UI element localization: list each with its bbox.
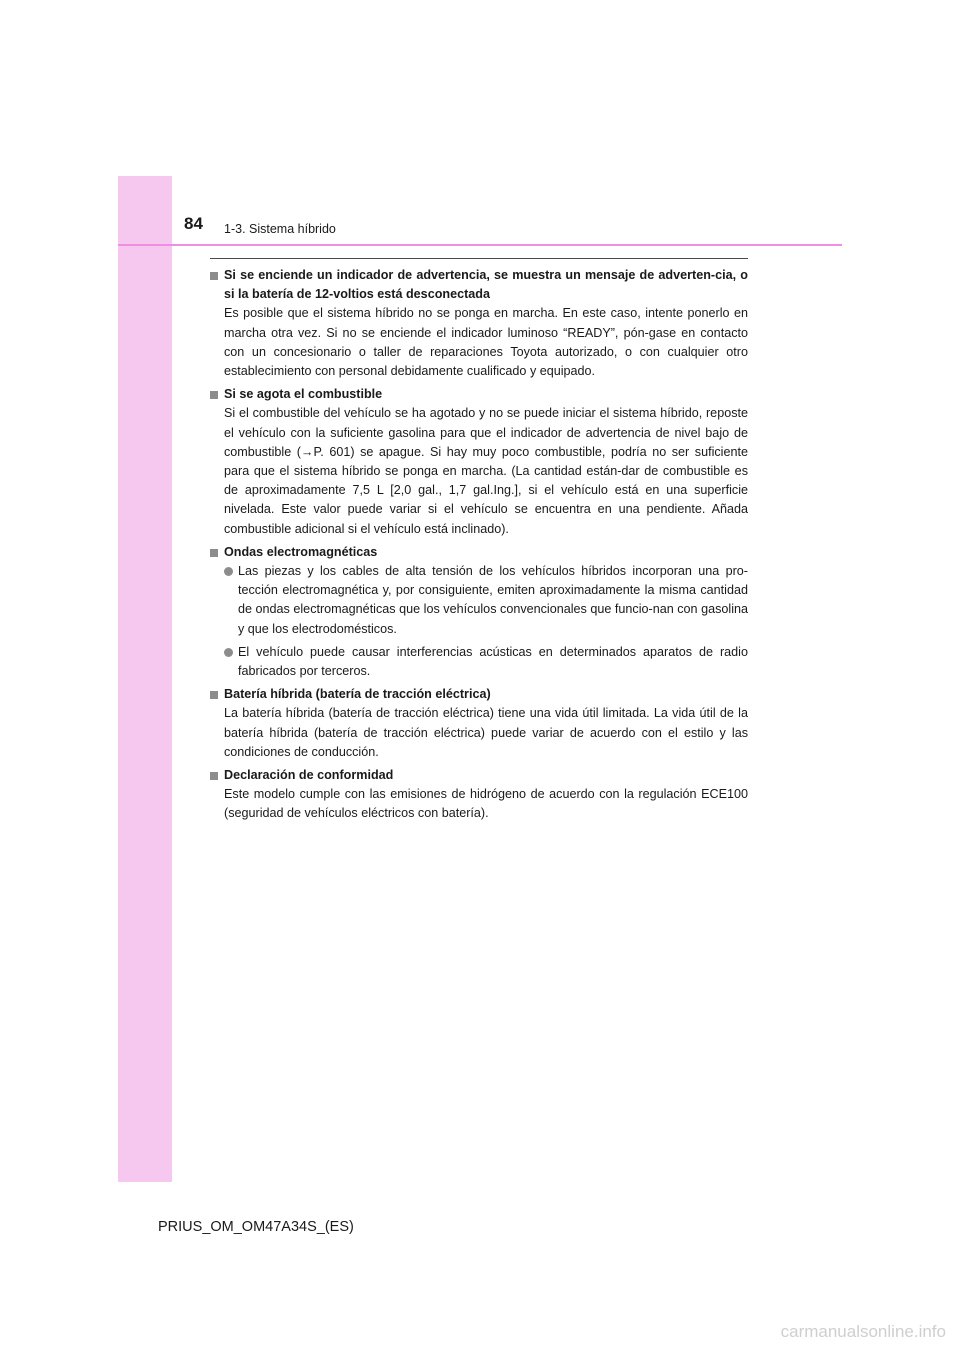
heading-text: Si se agota el combustible [224,387,383,402]
section-heading [210,685,748,704]
section-declaration-conformity [210,766,748,824]
list-item [210,562,748,639]
square-bullet-icon [210,772,218,780]
section-warning-indicator [210,266,748,381]
list-item-text: Las piezas y los cables de alta tensión de los vehículos híbridos incorporan una pro-tección electromagnética y, por consiguiente, emiten aproximadamente la misma cantidad de ondas electromagnéticas que los vehículos convencionales que funcio-nan con gasolina y que los electrodomésticos. [238,564,748,636]
section-body: Si el combustible del vehículo se ha agotado y no se puede iniciar el sistema híbrido, reposte el vehículo con la suficiente gasolina para que el indicador de advertencia de nivel bajo de combustible (→P. 601) se apague. Si hay muy poco combustible, podría no ser suficiente para que el sistema híbrido se ponga en marcha. (La cantidad están-dar de combustible es de aproximadamente 7,5 L [2,0 gal., 1,7 gal.Ing.], si el vehículo está en una superficie nivelada. Este valor puede variar si el vehículo se encuentra en una pendiente. Añada combustible adicional si el vehículo está inclinado). [224,406,748,536]
heading-text: Declaración de conformidad [224,768,394,783]
content-area [210,266,748,828]
square-bullet-icon [210,391,218,399]
section-body: Este modelo cumple con las emisiones de hidrógeno de acuerdo con la regulación ECE100 (seguridad de vehículos eléctricos con batería). [224,787,748,821]
heading-text: Si se enciende un indicador de advertencia, se muestra un mensaje de adverten-cia, o si la batería de 12-voltios está desconectada [224,268,748,302]
heading-text: Batería híbrida (batería de tracción eléctrica) [224,687,491,702]
section-electromagnetic-waves [210,543,748,681]
circle-bullet-icon [224,648,233,657]
circle-bullet-icon [224,567,233,576]
square-bullet-icon [210,272,218,280]
section-heading [210,766,748,785]
section-heading [210,543,748,562]
document-code: PRIUS_OM_OM47A34S_(ES) [158,1219,354,1235]
list-item [210,643,748,681]
section-heading [210,385,748,404]
section-title: 1-3. Sistema híbrido [224,222,336,236]
content-top-rule [210,258,748,259]
square-bullet-icon [210,549,218,557]
section-hybrid-battery [210,685,748,762]
section-heading [210,266,748,304]
page-number: 84 [184,214,203,233]
section-fuel-empty [210,385,748,539]
side-tab-band [118,176,172,1182]
header-rule [118,244,842,246]
list-item-text: El vehículo puede causar interferencias acústicas en determinados aparatos de radio fabricados por terceros. [238,644,748,679]
watermark: carmanualsonline.info [780,1322,946,1341]
heading-text: Ondas electromagnéticas [224,544,378,559]
section-body: La batería híbrida (batería de tracción eléctrica) tiene una vida útil limitada. La vida útil de la batería híbrida (batería de tracción eléctrica) puede variar de acuerdo con el estilo y las condiciones de conducción. [224,706,748,759]
square-bullet-icon [210,691,218,699]
section-body: Es posible que el sistema híbrido no se ponga en marcha. En este caso, intente ponerlo en marcha otra vez. Si no se enciende el indicador luminoso “READY”, pón-gase en contacto con un concesionario o taller de reparaciones Toyota autorizado, o con cualquier otro establecimiento con personal debidamente cualificado y equipado. [224,306,748,379]
